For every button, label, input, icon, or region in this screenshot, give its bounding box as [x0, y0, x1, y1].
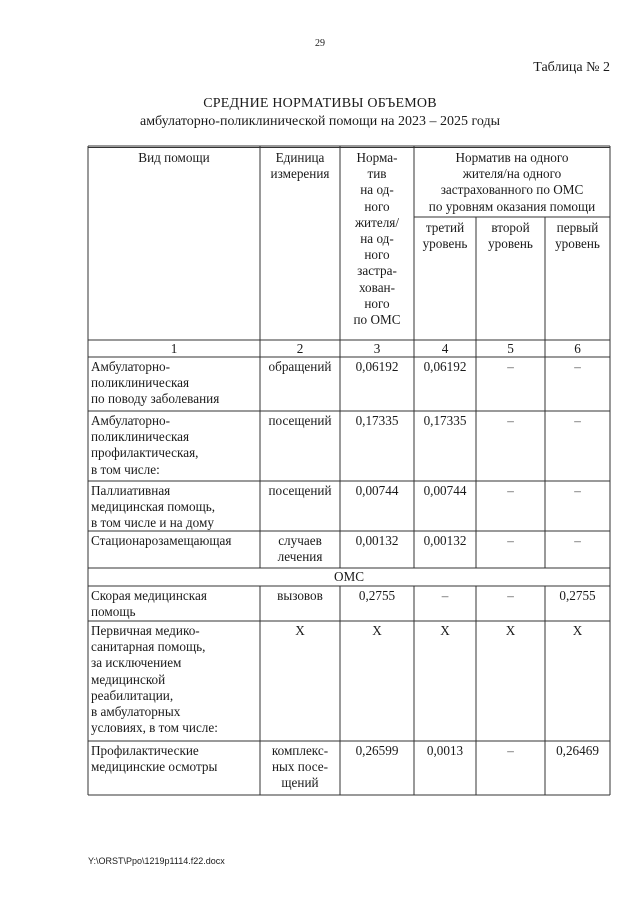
- row-norm: Х: [372, 623, 382, 638]
- header-col-norm: Норма- тив на од- ного жителя/ на од- ного застра- хован- ного по ОМС: [353, 150, 401, 328]
- header-col-level1: первый уровень: [555, 220, 600, 252]
- row-level1: –: [574, 483, 581, 498]
- row-level1: 0,26469: [556, 743, 599, 758]
- section-header-oms: ОМС: [333, 569, 365, 584]
- column-number: 4: [441, 341, 449, 356]
- header-col-type: Вид помощи: [138, 150, 210, 165]
- row-level2: –: [507, 533, 514, 548]
- row-type: Стационарозамещающая: [91, 533, 232, 548]
- row-level2: –: [507, 588, 514, 603]
- row-level3: 0,00132: [423, 533, 467, 548]
- row-unit: обращений: [268, 359, 332, 374]
- row-type: Амбулаторно- поликлиническая по поводу заболевания: [91, 359, 220, 407]
- row-level2: –: [507, 483, 514, 498]
- row-unit: случаев лечения: [277, 533, 323, 565]
- row-norm: 0,06192: [355, 359, 399, 374]
- row-type: Первичная медико- санитарная помощь, за исключением медицинской реабилитации, в амбулаторных условиях, в том числе:: [91, 623, 218, 736]
- column-number: 1: [170, 341, 178, 356]
- column-number: 6: [574, 341, 581, 356]
- table-label: Таблица № 2: [533, 60, 610, 75]
- page-number: 29: [315, 38, 325, 49]
- row-unit: посещений: [268, 483, 332, 498]
- file-path-footer: Y:\ORST\Ppo\1219p1114.f22.docx: [88, 856, 225, 866]
- row-unit: посещений: [268, 413, 332, 428]
- row-level3: 0,0013: [426, 743, 464, 758]
- row-unit: Х: [295, 623, 305, 638]
- row-norm: 0,26599: [355, 743, 399, 758]
- row-level3: 0,06192: [423, 359, 467, 374]
- row-norm: 0,17335: [355, 413, 399, 428]
- row-norm: 0,2755: [358, 588, 396, 603]
- row-unit: вызовов: [277, 588, 323, 603]
- row-unit: комплекс- ных посе- щений: [271, 743, 329, 791]
- header-group-levels: Норматив на одного жителя/на одного застрахованного по ОМС по уровням оказания помощи: [428, 150, 596, 214]
- row-level1: Х: [572, 623, 583, 638]
- row-level1: 0,2755: [559, 588, 596, 603]
- column-number: 3: [373, 341, 381, 356]
- row-level3: 0,00744: [423, 483, 467, 498]
- row-level3: Х: [440, 623, 450, 638]
- row-level2: Х: [505, 623, 516, 638]
- row-level1: –: [574, 533, 581, 548]
- table-title: СРЕДНИЕ НОРМАТИВЫ ОБЪЕМОВ: [203, 96, 437, 111]
- row-level3: 0,17335: [423, 413, 467, 428]
- row-level3: –: [441, 588, 449, 603]
- column-number: 5: [507, 341, 514, 356]
- header-col-level2: второй уровень: [488, 220, 533, 252]
- row-norm: 0,00744: [355, 483, 399, 498]
- row-level2: –: [507, 413, 514, 428]
- row-level1: –: [574, 359, 581, 374]
- row-norm: 0,00132: [355, 533, 399, 548]
- row-level2: –: [507, 359, 514, 374]
- row-type: Профилактические медицинские осмотры: [91, 743, 218, 775]
- row-type: Скорая медицинская помощь: [91, 588, 207, 620]
- column-number: 2: [296, 341, 304, 356]
- row-type: Амбулаторно- поликлиническая профилактическая, в том числе:: [91, 413, 199, 477]
- row-level2: –: [507, 743, 514, 758]
- header-col-unit: Единица измерения: [270, 150, 330, 182]
- table-subtitle: амбулаторно-поликлинической помощи на 2023 – 2025 годы: [139, 114, 500, 129]
- header-col-level3: третий уровень: [422, 220, 468, 252]
- row-type: Паллиативная медицинская помощь, в том числе и на дому: [91, 483, 216, 531]
- row-level1: –: [574, 413, 581, 428]
